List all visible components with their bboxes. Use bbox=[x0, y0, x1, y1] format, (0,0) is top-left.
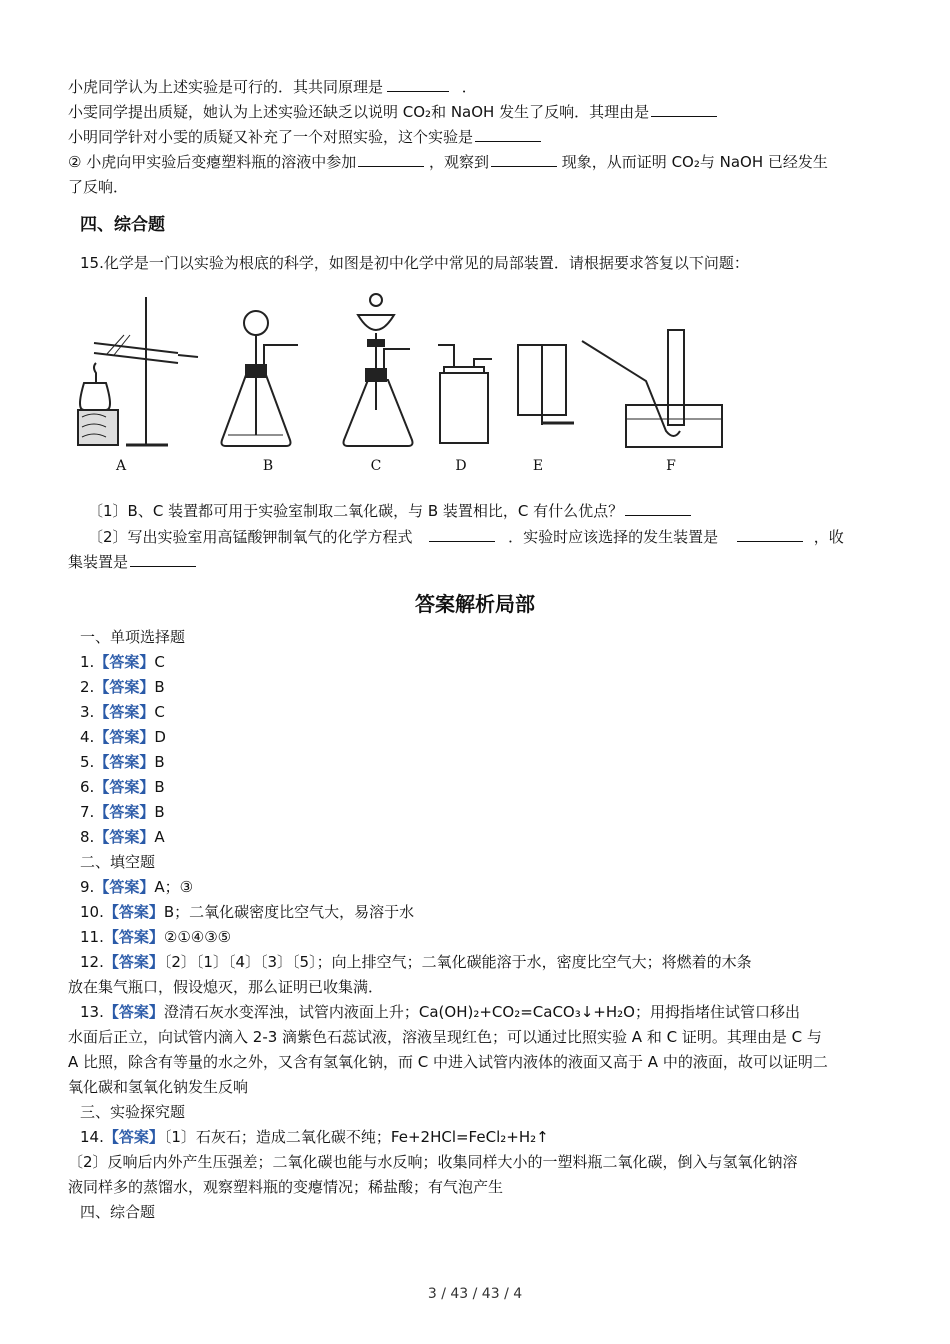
section-label: 四、综合题 bbox=[80, 1203, 156, 1221]
answer-tag: 【答案】 bbox=[103, 928, 164, 946]
answer-text: C bbox=[154, 653, 165, 671]
mc-answer-row bbox=[80, 801, 165, 823]
answer-blank bbox=[387, 77, 449, 92]
answer-blank bbox=[130, 552, 196, 567]
answer-text: 〔1〕石灰石；造成二氧化碳不纯；Fe+2HCl=FeCl₂+H₂↑ bbox=[163, 1128, 549, 1146]
text-line bbox=[68, 151, 828, 173]
sub-question-2 bbox=[88, 526, 844, 548]
answer-text: A bbox=[154, 828, 165, 846]
answer-text: B bbox=[154, 678, 165, 696]
number: 13. bbox=[80, 1003, 104, 1021]
answer-text: B；二氧化碳密度比空气大，易溶于水 bbox=[163, 903, 415, 921]
number: 10. bbox=[80, 903, 104, 921]
answer-blank bbox=[429, 527, 495, 542]
number: 2. bbox=[80, 678, 95, 696]
text: ，观察到 bbox=[429, 153, 490, 171]
label-c: C bbox=[370, 458, 382, 474]
label-f: F bbox=[666, 458, 676, 474]
text: 小明同学针对小雯的质疑又补充了一个对照实验，这个实验是 bbox=[68, 128, 474, 146]
text: 了反响． bbox=[68, 178, 129, 196]
text: 小雯同学提出质疑，她认为上述实验还缺乏以说明 CO₂和 NaOH 发生了反响．其理由是 bbox=[68, 103, 650, 121]
answer-14-cont: 液同样多的蒸馏水，观察塑料瓶的变瘪情况；稀盐酸；有气泡产生 bbox=[68, 1178, 504, 1196]
answer-tag: 【答案】 bbox=[94, 678, 155, 696]
answer-tag: 【答案】 bbox=[103, 1128, 164, 1146]
text-line bbox=[68, 551, 196, 573]
inverted-tube bbox=[668, 330, 684, 425]
answer-blank bbox=[358, 152, 424, 167]
answer-text: ②①④③⑤ bbox=[163, 928, 232, 946]
text: 〔1〕B、C 装置都可用于实验室制取二氧化碳，与 B 装置相比，C 有什么优点？ bbox=[88, 502, 624, 520]
section-label: 一、单项选择题 bbox=[80, 628, 186, 646]
text: ② 小虎向甲实验后变瘪塑料瓶的溶液中参加 bbox=[68, 153, 357, 171]
sub-question-1 bbox=[88, 500, 691, 522]
separatory-funnel bbox=[358, 315, 394, 330]
label-b: B bbox=[262, 458, 274, 474]
text-line bbox=[68, 76, 477, 98]
text-line bbox=[68, 101, 717, 123]
thistle-funnel bbox=[244, 311, 268, 335]
mc-answer-row bbox=[80, 676, 165, 698]
text: ． bbox=[461, 78, 477, 96]
answer-blank bbox=[737, 527, 803, 542]
number: 11. bbox=[80, 928, 104, 946]
text-line bbox=[68, 126, 541, 148]
mc-answer-row bbox=[80, 726, 166, 748]
section-label: 二、填空题 bbox=[80, 853, 156, 871]
answer-tag: 【答案】 bbox=[103, 1003, 164, 1021]
mc-answer-row bbox=[80, 651, 165, 673]
question-15: 15.化学是一门以实验为根底的科学，如图是初中化学中常见的局部装置．请根据要求答复以下问题： bbox=[80, 254, 749, 272]
number: 14. bbox=[80, 1128, 104, 1146]
bottle-d bbox=[440, 373, 488, 443]
answer-tag: 【答案】 bbox=[94, 803, 155, 821]
text: 〔2〕写出实验室用高锰酸钾制氧气的化学方程式 bbox=[88, 528, 413, 546]
number: 8. bbox=[80, 828, 95, 846]
answer-tag: 【答案】 bbox=[94, 828, 155, 846]
answer-tag: 【答案】 bbox=[94, 878, 155, 896]
number: 6. bbox=[80, 778, 95, 796]
mc-answer-row bbox=[80, 751, 165, 773]
answer-text: 澄清石灰水变浑浊，试管内液面上升；Ca(OH)₂+CO₂=CaCO₃↓+H₂O；用拇指堵住试管口移出 bbox=[163, 1003, 800, 1021]
mc-answer-row bbox=[80, 776, 165, 798]
mc-answer-row bbox=[80, 826, 165, 848]
number: 3. bbox=[80, 703, 95, 721]
text: 小虎同学认为上述实验是可行的．其共同原理是 bbox=[68, 78, 384, 96]
number: 5. bbox=[80, 753, 95, 771]
section-heading: 四、综合题 bbox=[80, 215, 165, 235]
answer-text: B bbox=[154, 753, 165, 771]
answer-13-cont: 水面后正立，向试管内滴入 2-3 滴紫色石蕊试液，溶液呈现红色；可以通过比照实验 A 和 C 证明。其理由是 C 与 bbox=[68, 1028, 822, 1046]
answers-title: 答案解析局部 bbox=[415, 592, 535, 616]
answer-text: C bbox=[154, 703, 165, 721]
answer-13-cont: 氧化碳和氢氧化钠发生反响 bbox=[68, 1078, 249, 1096]
text: 现象，从而证明 CO₂与 NaOH 已经发生 bbox=[561, 153, 828, 171]
answer-13 bbox=[80, 1001, 800, 1023]
section-label: 三、实验探究题 bbox=[80, 1103, 186, 1121]
wood-block bbox=[78, 410, 118, 445]
answer-12 bbox=[80, 951, 752, 973]
answer-tag: 【答案】 bbox=[94, 753, 155, 771]
answer-12-cont: 放在集气瓶口，假设熄灭，那么证明已收集满． bbox=[68, 978, 384, 996]
answer-tag: 【答案】 bbox=[94, 703, 155, 721]
answer-tag: 【答案】 bbox=[103, 903, 164, 921]
answer-11 bbox=[80, 926, 231, 948]
lab-apparatus-figure bbox=[68, 285, 728, 480]
label-d: D bbox=[455, 458, 467, 474]
page-footer: 3 / 43 / 43 / 4 bbox=[427, 1286, 523, 1302]
text: 集装置是 bbox=[68, 553, 129, 571]
label-a: A bbox=[115, 458, 127, 474]
answer-10 bbox=[80, 901, 414, 923]
alcohol-lamp bbox=[80, 383, 110, 410]
answer-blank bbox=[625, 501, 691, 516]
answer-9 bbox=[80, 876, 193, 898]
answer-text: D bbox=[154, 728, 166, 746]
answer-blank bbox=[651, 102, 717, 117]
answer-blank bbox=[475, 127, 541, 142]
answer-text: B bbox=[154, 778, 165, 796]
answer-13-cont: A 比照，除含有等量的水之外，又含有氢氧化钠，而 C 中进入试管内液体的液面又高于 A 中的液面，故可以证明二 bbox=[68, 1053, 828, 1071]
number: 4. bbox=[80, 728, 95, 746]
label-e: E bbox=[532, 458, 544, 474]
number: 9. bbox=[80, 878, 95, 896]
answer-tag: 【答案】 bbox=[94, 653, 155, 671]
answer-blank bbox=[491, 152, 557, 167]
number: 1. bbox=[80, 653, 95, 671]
answer-tag: 【答案】 bbox=[94, 778, 155, 796]
flask-c bbox=[344, 380, 413, 446]
text: ，收 bbox=[813, 528, 844, 546]
answer-tag: 【答案】 bbox=[94, 728, 155, 746]
answer-tag: 【答案】 bbox=[103, 953, 164, 971]
answer-text: 〔2〕〔1〕〔4〕〔3〕〔5〕；向上排空气；二氧化碳能溶于水，密度比空气大；将燃着的木条 bbox=[163, 953, 752, 971]
text: ．实验时应该选择的发生装置是 bbox=[508, 528, 719, 546]
text-line bbox=[68, 176, 128, 198]
number: 12. bbox=[80, 953, 104, 971]
answer-14 bbox=[80, 1126, 549, 1148]
answer-text: A；③ bbox=[154, 878, 194, 896]
mc-answer-row bbox=[80, 701, 165, 723]
answer-text: B bbox=[154, 803, 165, 821]
number: 7. bbox=[80, 803, 95, 821]
answer-14-cont: 〔2〕反响后内外产生压强差；二氧化碳也能与水反响；收集同样大小的一塑料瓶二氧化碳，倒入与氢氧化钠溶 bbox=[68, 1153, 798, 1171]
